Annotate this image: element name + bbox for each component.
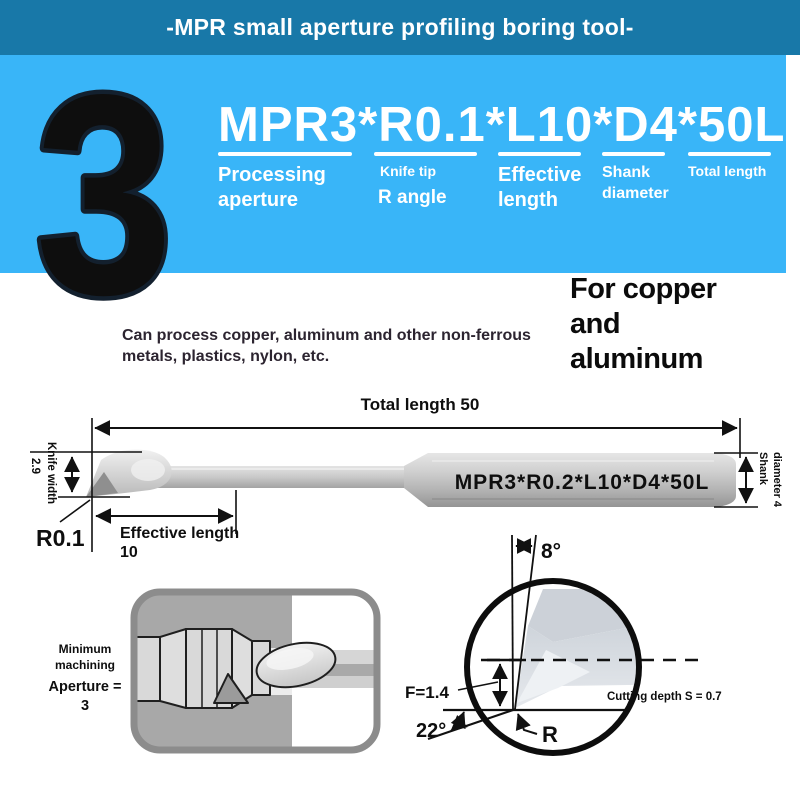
effective-length-label: Effective length <box>120 525 240 542</box>
index-number <box>20 60 220 310</box>
spec-underline <box>218 152 352 156</box>
spec-shank-diameter <box>602 152 669 203</box>
spec-label: length <box>498 189 558 211</box>
tip-geometry-detail <box>390 515 730 780</box>
effective-length-value: 10 <box>120 544 138 561</box>
min-aperture-detail <box>20 585 390 760</box>
total-length-label: Total length 50 <box>360 395 480 414</box>
spec-label: Effective <box>498 164 582 186</box>
banner <box>0 0 800 55</box>
spec-underline <box>374 152 477 156</box>
knife-width-label: Knife width <box>45 442 57 504</box>
spec-knife-tip-r-angle <box>374 152 477 209</box>
spec-total-length <box>688 152 771 179</box>
shank-diameter-label: Shank <box>757 452 769 486</box>
application-note: For copper and aluminum <box>570 273 717 375</box>
etched-model-text: MPR3*R0.2*L10*D4*50L <box>454 471 710 494</box>
spec-underline <box>688 152 771 156</box>
spec-label: aperture <box>218 189 299 211</box>
model-number: MPR3*R0.1*L10*D4*50L <box>218 98 786 152</box>
knife-width-value: 2.9 <box>29 458 41 474</box>
description-text: Can process copper, aluminum and other non-ferrous metals, plastics, nylon, etc. <box>122 327 531 365</box>
feed-label: F=1.4 <box>405 683 449 702</box>
top-angle-label: 8° <box>541 540 562 563</box>
min-aperture-label: Minimum <box>58 642 112 656</box>
spec-label: diameter <box>602 185 669 203</box>
tip-radius-label: R0.1 <box>36 525 85 551</box>
head-highlight <box>131 459 165 481</box>
spec-underline <box>498 152 581 156</box>
spec-underline <box>602 152 665 156</box>
min-aperture-label: Aperture = <box>48 679 122 695</box>
radius-label: R <box>542 722 558 747</box>
spec-label: Processing <box>218 164 326 186</box>
spec-label: Total length <box>688 163 767 179</box>
banner-title: -MPR small aperture profiling boring tool- <box>166 14 634 40</box>
bottom-angle-label: 22° <box>416 720 447 742</box>
min-aperture-value: 3 <box>80 698 90 714</box>
big-number-text: 3 <box>35 60 173 310</box>
spec-label: R angle <box>378 187 447 208</box>
tool-collar <box>404 453 428 507</box>
spec-label: Shank <box>602 164 651 181</box>
cutting-depth-label: Cutting depth S = 0.7 <box>607 691 722 703</box>
spec-processing-aperture <box>218 152 352 213</box>
shank-diameter-value: diameter 4 <box>771 452 783 508</box>
spec-effective-length <box>498 152 581 213</box>
spec-label: Knife tip <box>380 163 436 179</box>
min-aperture-label: machining <box>54 658 116 672</box>
radius-leader <box>518 714 537 734</box>
